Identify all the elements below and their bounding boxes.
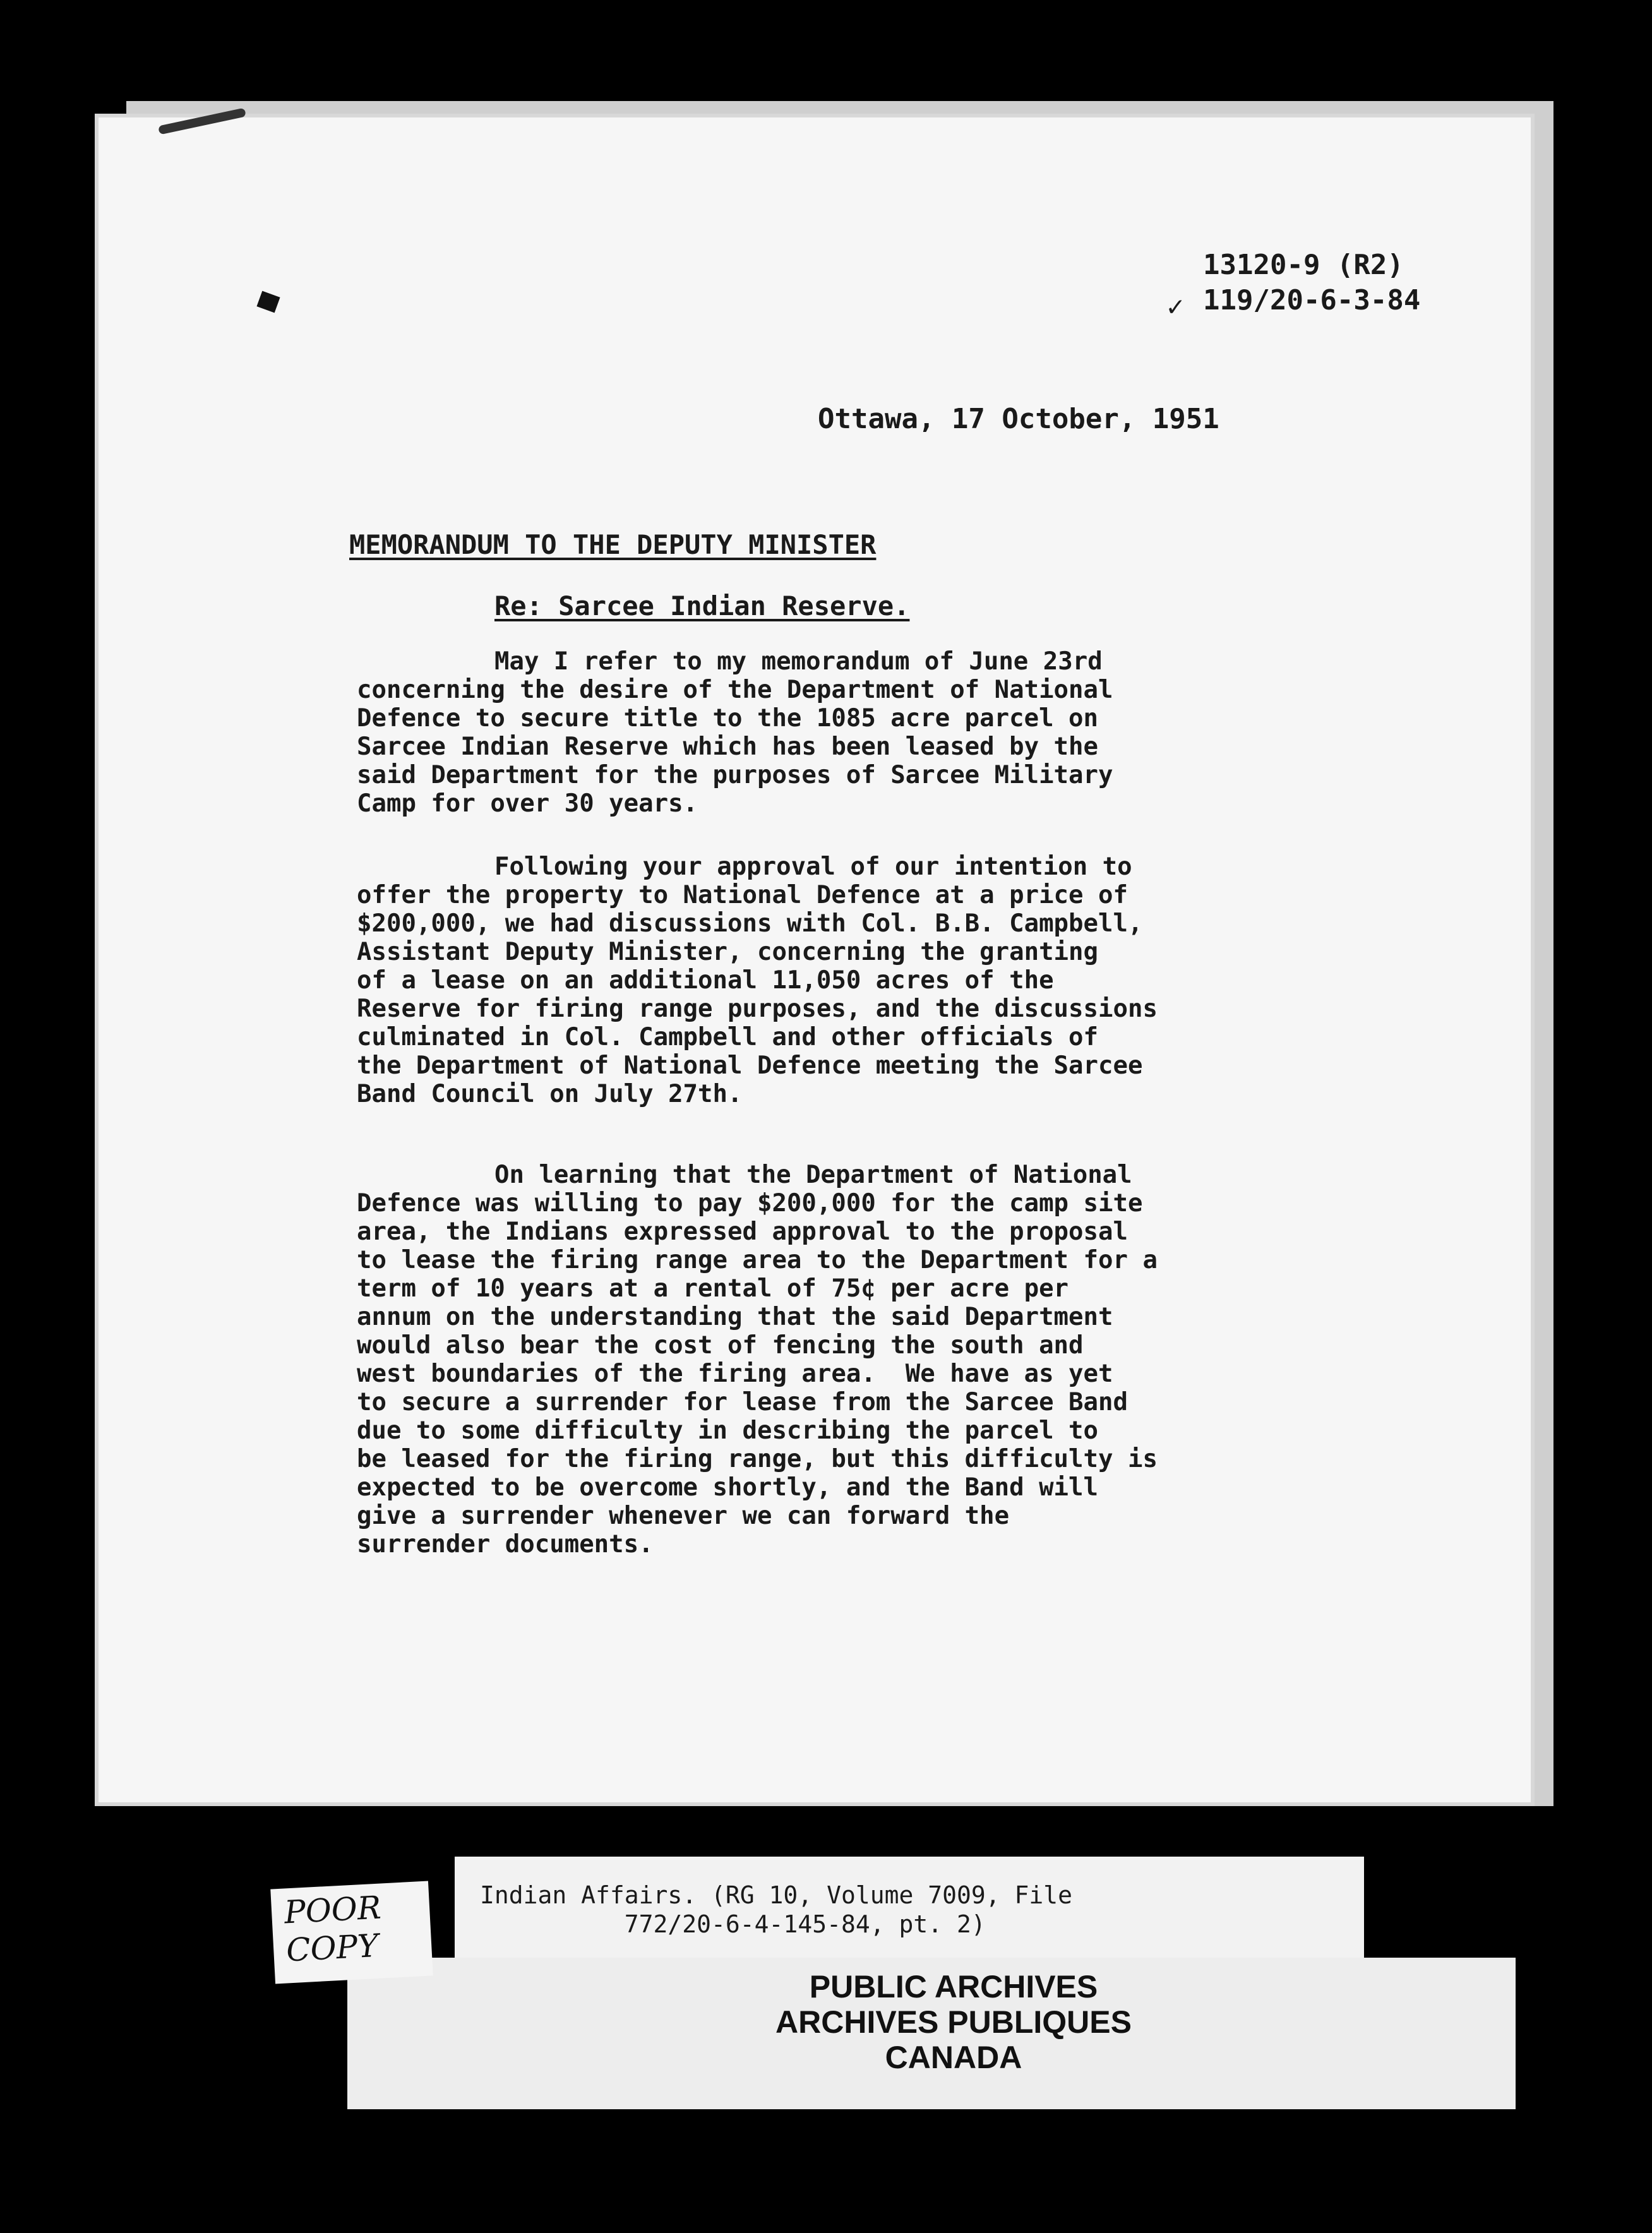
paragraph-line: annum on the understanding that the said Department (357, 1303, 1113, 1331)
paragraph-line: Band Council on July 27th. (357, 1080, 743, 1108)
paragraph-line: be leased for the firing range, but this difficulty is (357, 1445, 1158, 1473)
paragraph-2 (357, 853, 1342, 1108)
paragraph-line: Reserve for firing range purposes, and the discussions (357, 995, 1158, 1023)
memo-title: MEMORANDUM TO THE DEPUTY MINISTER (349, 529, 877, 560)
file-ref-secondary: 119/20-6-3-84 (1203, 284, 1421, 316)
paragraph-line: culminated in Col. Campbell and other officials of (357, 1023, 1098, 1051)
paragraph-line: west boundaries of the firing area. We have as yet (357, 1360, 1113, 1388)
paragraph-line: Defence to secure title to the 1085 acre parcel on (357, 704, 1098, 733)
paragraph-line: to lease the firing range area to the Department for a (357, 1246, 1158, 1274)
poor-copy-line-2: COPY (285, 1927, 380, 1969)
archive-label-line-1: Indian Affairs. (RG 10, Volume 7009, File (480, 1881, 1072, 1909)
paragraph-line: give a surrender whenever we can forward the (357, 1502, 1010, 1530)
paragraph-1 (357, 647, 1342, 818)
file-ref-primary: 13120-9 (R2) (1203, 249, 1404, 281)
check-mark-icon: ✓ (1167, 290, 1184, 323)
archive-stamp (695, 1969, 1212, 2075)
archive-stamp-line-1: PUBLIC ARCHIVES (809, 1969, 1098, 2004)
paragraph-line: Following your approval of our intention to (494, 853, 1132, 881)
paragraph-line: term of 10 years at a rental of 75¢ per acre per (357, 1274, 1069, 1303)
archive-label-line-2: 772/20-6-4-145-84, pt. 2) (480, 1910, 986, 1938)
paragraph-line: the Department of National Defence meeting the Sarcee (357, 1051, 1143, 1080)
date-line: Ottawa, 17 October, 1951 (818, 403, 1219, 435)
poor-copy-line-1: POOR (283, 1889, 382, 1931)
archive-reference-label (480, 1881, 1072, 1939)
paragraph-line: area, the Indians expressed approval to the proposal (357, 1218, 1128, 1246)
paragraph-line: of a lease on an additional 11,050 acres of the (357, 966, 1054, 995)
paragraph-line: Sarcee Indian Reserve which has been leased by the (357, 733, 1098, 761)
paragraph-line: Camp for over 30 years. (357, 789, 698, 818)
paragraph-line: expected to be overcome shortly, and the Band will (357, 1473, 1098, 1502)
paragraph-line: surrender documents. (357, 1530, 654, 1559)
file-reference-numbers (1203, 248, 1420, 318)
paragraph-line: due to some difficulty in describing the parcel to (357, 1416, 1098, 1445)
paragraph-line: May I refer to my memorandum of June 23rd (494, 647, 1103, 676)
memo-subject: Re: Sarcee Indian Reserve. (494, 590, 910, 621)
paragraph-line: $200,000, we had discussions with Col. B.B. Campbell, (357, 909, 1143, 938)
paragraph-line: offer the property to National Defence at a price of (357, 881, 1128, 909)
paragraph-line: On learning that the Department of National (494, 1161, 1132, 1189)
paragraph-line: to secure a surrender for lease from the Sarcee Band (357, 1388, 1128, 1416)
paragraph-line: Defence was willing to pay $200,000 for the camp site (357, 1189, 1143, 1218)
paragraph-3 (357, 1161, 1342, 1559)
paragraph-line: said Department for the purposes of Sarcee Military (357, 761, 1113, 789)
archive-stamp-line-3: CANADA (885, 2040, 1022, 2075)
paragraph-line: concerning the desire of the Department of National (357, 676, 1113, 704)
paragraph-line: Assistant Deputy Minister, concerning the granting (357, 938, 1098, 966)
archive-stamp-line-2: ARCHIVES PUBLIQUES (775, 2004, 1132, 2040)
poor-copy-note (270, 1881, 433, 1984)
paragraph-line: would also bear the cost of fencing the south and (357, 1331, 1084, 1360)
